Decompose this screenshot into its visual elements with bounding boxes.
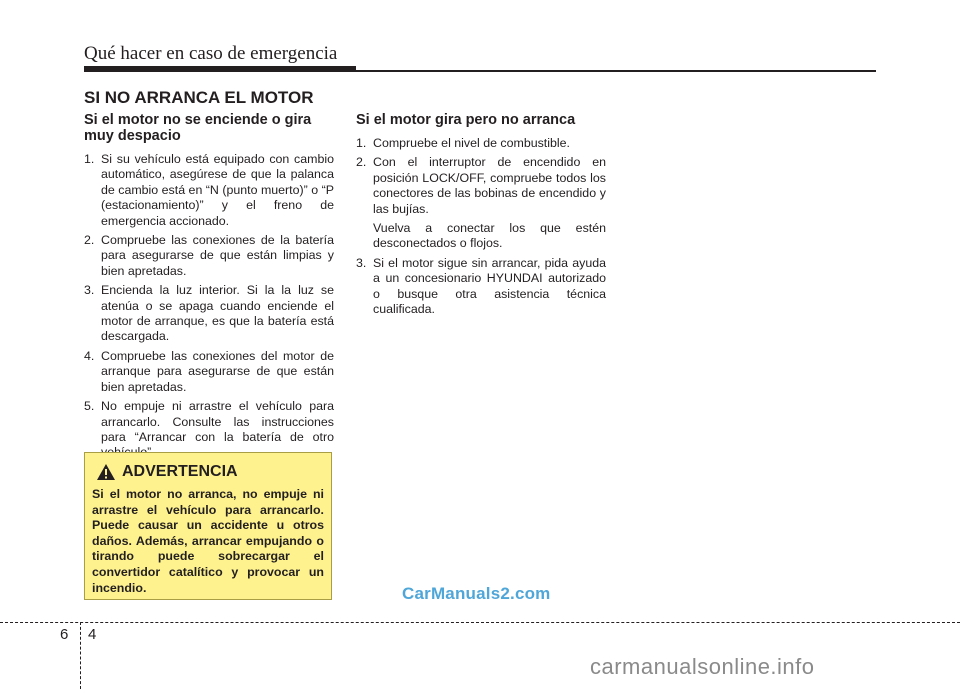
chapter-number: 6 [60,626,69,643]
step-number: 3. [84,283,95,298]
list-item [356,155,606,217]
warning-triangle-icon [96,463,116,481]
right-subheading: Si el motor gira pero no arranca [356,112,576,128]
list-item [84,283,334,345]
site-watermark: carmanualsonline.info [590,654,815,679]
left-column [84,112,334,465]
step-text: Si su vehículo está equipado con cambio automático, asegúrese de que la palanca de cambio está en “N (punto muerto)” o “P (estacionamiento)” y el freno de emergencia accionado. [101,152,334,228]
page-divider [80,622,81,689]
step-number: 4. [84,348,95,363]
watermark-link[interactable]: CarManuals2.com [402,584,551,603]
step-number: 2. [356,155,367,170]
step-text: No empuje ni arrastre el vehículo para arrancarlo. Consulte las instrucciones para “Arrancar con la batería de otro [101,399,334,444]
warning-title: ADVERTENCIA [122,463,238,480]
section-title: SI NO ARRANCA EL MOTOR [84,88,314,107]
left-steps-list [84,152,334,461]
list-item [356,136,606,151]
step-text: Compruebe el nivel de combustible. [373,136,570,150]
step-note: Vuelva a conectar los que estén desconectados o flojos. [373,221,606,251]
list-item [84,152,334,229]
step-number: 2. [84,233,95,248]
warning-text: Si el motor no arranca, no empuje ni arrastre el vehículo para arrancarlo. Puede causar un accidente u otros daños. Además, arrancar empujando o tirando puede sobrecargar el convertidor catalítico y provocar un incendio. [92,487,324,595]
warning-box [84,452,332,600]
right-steps-list [356,136,606,217]
right-column [356,112,606,321]
step-number: 1. [356,136,367,150]
step-text: Compruebe las conexiones del motor de arranque para asegurarse de que están bien apretadas. [101,348,334,394]
step-text: Compruebe las conexiones de la batería para asegurarse de que están limpias y bien apretadas. [101,233,334,278]
header-rule-thin [352,70,876,72]
step-text: Con el interruptor de encendido en posición LOCK/OFF, compruebe todos los conectores de las bobinas de encendido y las bujías. [373,155,606,216]
step-number: 5. [84,399,95,414]
step-text: Si el motor sigue sin arrancar, pida ayuda a un concesionario HYUNDAI autorizado o busque otra asistencia técnica cualificada. [373,255,606,317]
list-item [84,349,334,395]
page-header-title: Qué hacer en caso de emergencia [84,43,338,64]
footer-rule [0,622,960,623]
list-item [356,256,606,318]
step-text: Encienda la luz interior. Si la la luz se atenúa o se apaga cuando enciende el motor de arranque, es que la batería está descargada. [101,283,334,344]
right-steps-list-cont [356,256,606,318]
header-rule-thick [84,66,356,72]
page-number: 4 [88,626,97,643]
step-number: 3. [356,255,367,270]
warning-header [92,463,324,481]
left-subheading: Si el motor no se enciende o gira muy despacio [84,112,312,144]
step-number: 1. [84,152,95,166]
list-item [84,233,334,279]
